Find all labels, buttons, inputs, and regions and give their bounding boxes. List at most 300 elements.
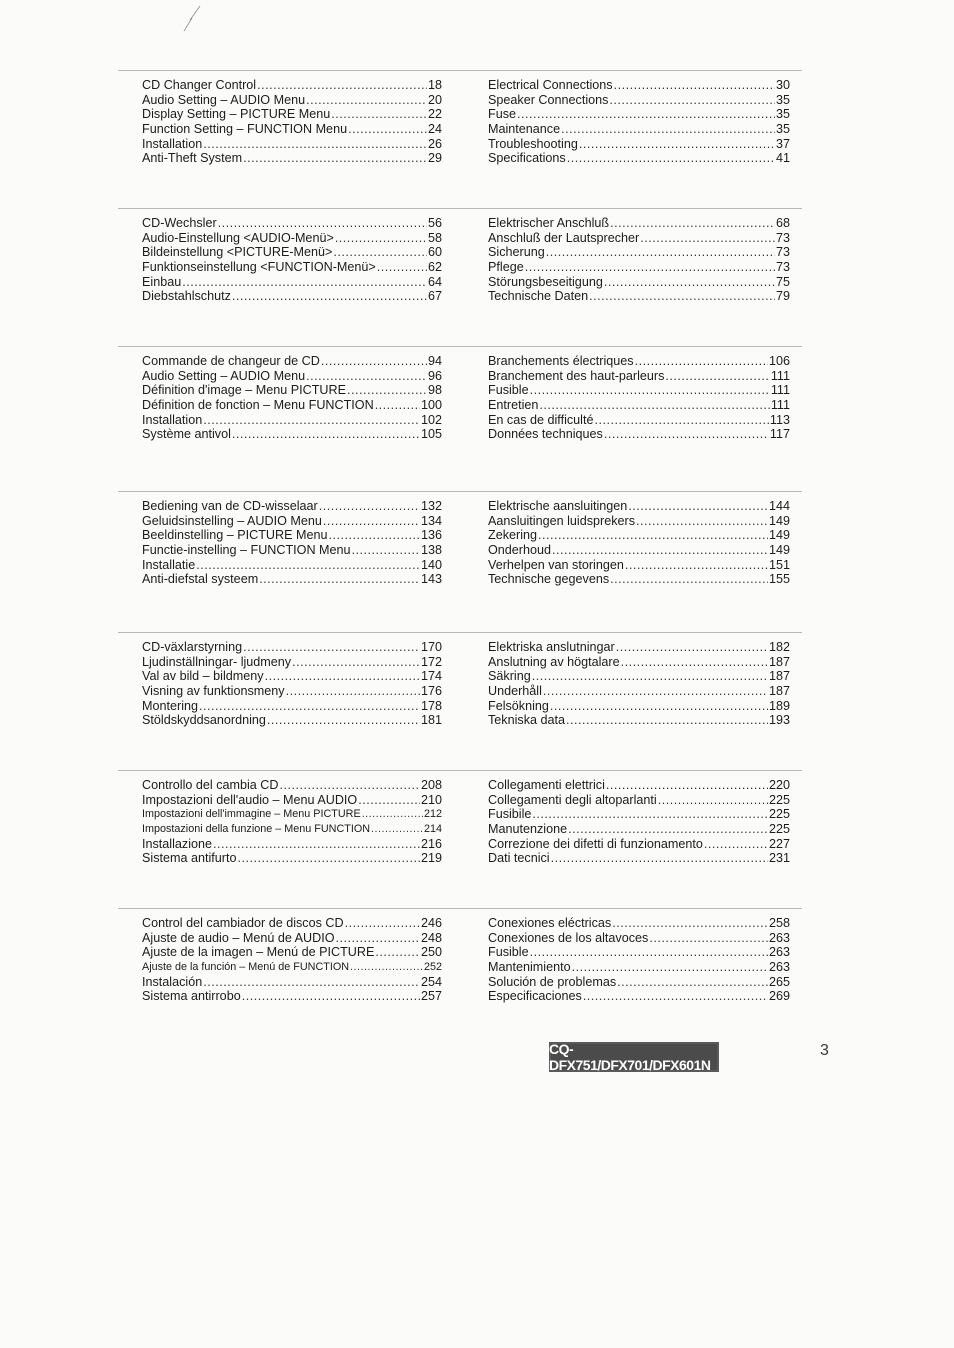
- toc-entry: [488, 122, 790, 137]
- toc-entry: [142, 216, 442, 231]
- toc-entry-title: Beeldinstelling – PICTURE Menu: [142, 528, 328, 543]
- dot-leader: [321, 354, 427, 369]
- toc-entry: [142, 427, 442, 442]
- dot-leader: [232, 427, 420, 442]
- toc-entry-title: En cas de difficulté: [488, 412, 594, 427]
- toc-entry-page: 117: [769, 427, 790, 442]
- toc-entry-page: 208: [420, 778, 442, 792]
- toc-entry-page: 181: [420, 713, 442, 728]
- toc-entry: [488, 807, 790, 822]
- toc-entry-title: Système antivol: [142, 427, 231, 442]
- toc-entry: [142, 931, 442, 946]
- toc-entry-title: Sistema antirrobo: [142, 989, 241, 1004]
- toc-entry-title: Impostazioni dell'audio – Menu AUDIO: [142, 792, 358, 807]
- toc-entry-page: 73: [775, 260, 790, 275]
- toc-entry-title: Manutenzione: [488, 822, 568, 837]
- dot-leader: [561, 122, 775, 137]
- toc-entry-title: Controllo del cambia CD: [142, 778, 279, 792]
- toc-entry-title: Correzione dei difetti di funzionamento: [488, 836, 703, 851]
- toc-entry-title: Audio-Einstellung <AUDIO-Menü>: [142, 230, 334, 245]
- toc-entry: [142, 137, 442, 152]
- dot-leader: [589, 289, 775, 304]
- toc-entry-page: 29: [427, 151, 442, 166]
- toc-entry-title: Fusible: [488, 945, 529, 960]
- toc-entry: [488, 684, 790, 699]
- dot-leader: [265, 669, 420, 684]
- toc-entry-page: 96: [427, 368, 442, 383]
- toc-entry-title: Bildeinstellung <PICTURE-Menü>: [142, 245, 333, 260]
- toc-entry-title: Underhåll: [488, 684, 542, 699]
- toc-entry-title: Säkring: [488, 669, 531, 684]
- dot-leader: [616, 640, 768, 655]
- toc-entry: [488, 413, 790, 428]
- toc-entry-page: 60: [427, 245, 442, 260]
- toc-entry-title: Zekering: [488, 528, 537, 543]
- toc-entry-page: 263: [768, 930, 790, 945]
- toc-column-right: [488, 778, 790, 866]
- toc-entry-page: 111: [770, 398, 790, 413]
- toc-entry-page: 22: [427, 107, 442, 122]
- dot-leader: [348, 122, 427, 137]
- toc-entry-title: Felsökning: [488, 698, 549, 713]
- toc-entry-page: 193: [768, 713, 790, 728]
- toc-entry-page: 214: [423, 823, 442, 836]
- toc-entry-title: Définition de fonction – Menu FUNCTION: [142, 398, 374, 413]
- toc-section: [118, 491, 802, 587]
- toc-entry-page: 64: [427, 274, 442, 289]
- dot-leader: [546, 245, 775, 260]
- toc-entry-page: 100: [420, 398, 442, 413]
- toc-entry-title: Collegamenti degli altoparlanti: [488, 792, 657, 807]
- dot-leader: [267, 713, 420, 728]
- toc-entry-page: 231: [768, 851, 790, 866]
- toc-entry-page: 212: [423, 808, 442, 821]
- toc-entry: [488, 960, 790, 975]
- toc-entry: [142, 572, 442, 587]
- toc-column-left: [142, 354, 442, 442]
- toc-entry-page: 187: [768, 684, 790, 699]
- toc-entry-page: 30: [775, 78, 790, 92]
- toc-entry-page: 269: [768, 989, 790, 1004]
- dot-leader: [333, 245, 427, 260]
- dot-leader: [594, 413, 768, 428]
- toc-column-left: [142, 499, 442, 587]
- toc-entry-page: 58: [427, 230, 442, 245]
- toc-entry-page: 258: [768, 916, 790, 930]
- toc-entry-title: Impostazioni dell'immagine – Menu PICTURE: [142, 808, 361, 821]
- toc-entry-page: 134: [420, 513, 442, 528]
- toc-entry-page: 252: [423, 961, 442, 974]
- toc-entry-page: 94: [427, 354, 442, 368]
- toc-entry: [142, 851, 442, 866]
- toc-entry-title: Ajuste de audio – Menú de AUDIO: [142, 930, 335, 945]
- toc-entry-title: Ajuste de la función – Menú de FUNCTION: [142, 961, 350, 974]
- toc-entry: [142, 778, 442, 793]
- toc-entry-page: 174: [420, 669, 442, 684]
- toc-entry: [142, 837, 442, 852]
- dot-leader: [628, 499, 768, 514]
- dot-leader: [538, 528, 768, 543]
- toc-entry: [142, 275, 442, 290]
- dot-leader: [358, 793, 420, 808]
- toc-entry: [142, 151, 442, 166]
- toc-entry-title: Collegamenti elettrici: [488, 778, 605, 792]
- toc-entry-title: Installation: [142, 412, 203, 427]
- toc-entry-title: Diebstahlschutz: [142, 289, 231, 304]
- toc-entry-page: 35: [775, 107, 790, 122]
- toc-entry: [488, 354, 790, 369]
- dot-leader: [352, 543, 420, 558]
- toc-entry-title: Val av bild – bildmeny: [142, 669, 264, 684]
- toc-entry: [142, 369, 442, 384]
- toc-entry: [142, 93, 442, 108]
- toc-section: [118, 346, 802, 442]
- toc-entry-page: 265: [768, 974, 790, 989]
- toc-entry-title: Function Setting – FUNCTION Menu: [142, 122, 348, 137]
- toc-entry-page: 220: [768, 778, 790, 792]
- dot-leader: [579, 137, 775, 152]
- dot-leader: [350, 960, 423, 975]
- toc-section: [118, 908, 802, 1004]
- toc-entry-title: Control del cambiador de discos CD: [142, 916, 344, 930]
- toc-entry-page: 73: [775, 230, 790, 245]
- dot-leader: [329, 528, 420, 543]
- toc-entry: [142, 231, 442, 246]
- toc-entry-title: Aansluitingen luidsprekers: [488, 513, 636, 528]
- toc-entry: [142, 260, 442, 275]
- toc-entry: [142, 822, 442, 837]
- toc-entry: [488, 916, 790, 931]
- dot-leader: [336, 931, 420, 946]
- dot-leader: [306, 93, 427, 108]
- toc-entry-title: Installazione: [142, 836, 213, 851]
- toc-entry: [488, 558, 790, 573]
- toc-entry: [488, 655, 790, 670]
- toc-entry-title: Display Setting – PICTURE Menu: [142, 107, 331, 122]
- dot-leader: [539, 398, 769, 413]
- toc-entry: [488, 640, 790, 655]
- dot-leader: [331, 107, 427, 122]
- dot-leader: [658, 793, 768, 808]
- toc-entry: [488, 989, 790, 1004]
- toc-entry-title: Conexiones eléctricas: [488, 916, 612, 930]
- toc-entry-page: 98: [427, 383, 442, 398]
- toc-entry-page: 250: [420, 945, 442, 960]
- toc-entry: [488, 572, 790, 587]
- toc-entry-page: 263: [768, 960, 790, 975]
- toc-entry-page: 132: [420, 499, 442, 513]
- dot-leader: [617, 975, 768, 990]
- toc-entry-title: Specifications: [488, 151, 566, 166]
- dot-leader: [345, 916, 420, 931]
- toc-entry-page: 225: [768, 807, 790, 822]
- toc-entry: [142, 684, 442, 699]
- toc-entry-title: Fusible: [488, 383, 529, 398]
- toc-entry-page: 155: [768, 572, 790, 587]
- toc-column-right: [488, 216, 790, 304]
- toc-entry-title: Verhelpen van storingen: [488, 557, 624, 572]
- toc-entry-page: 20: [427, 92, 442, 107]
- toc-entry: [488, 713, 790, 728]
- toc-entry-page: 136: [420, 528, 442, 543]
- dot-leader: [543, 684, 768, 699]
- dot-leader: [704, 837, 768, 852]
- dot-leader: [532, 669, 768, 684]
- toc-entry-title: Electrical Connections: [488, 78, 613, 92]
- toc-entry-page: 111: [770, 383, 790, 398]
- toc-entry: [488, 699, 790, 714]
- dot-leader: [530, 945, 768, 960]
- toc-entry: [142, 713, 442, 728]
- toc-entry: [142, 655, 442, 670]
- dot-leader: [610, 572, 768, 587]
- toc-entry-title: Dati tecnici: [488, 851, 550, 866]
- toc-entry-title: Onderhoud: [488, 543, 552, 558]
- dot-leader: [218, 216, 427, 231]
- toc-entry: [488, 216, 790, 231]
- toc-entry: [142, 78, 442, 93]
- toc-entry: [142, 807, 442, 822]
- toc-entry-page: 79: [775, 289, 790, 304]
- toc-entry: [142, 107, 442, 122]
- toc-entry: [488, 383, 790, 398]
- toc-entry-title: Fuse: [488, 107, 516, 122]
- toc-entry-title: Sicherung: [488, 245, 545, 260]
- toc-entry: [142, 122, 442, 137]
- toc-entry: [488, 93, 790, 108]
- toc-entry: [488, 398, 790, 413]
- toc-entry-page: 149: [768, 543, 790, 558]
- toc-entry-page: 67: [427, 289, 442, 304]
- toc-entry: [142, 669, 442, 684]
- toc-entry-page: 24: [427, 122, 442, 137]
- toc-entry: [488, 669, 790, 684]
- toc-entry-page: 143: [420, 572, 442, 587]
- dot-leader: [636, 514, 768, 529]
- dot-leader: [621, 655, 768, 670]
- toc-column-left: [142, 916, 442, 1004]
- toc-entry-title: Entretien: [488, 398, 539, 413]
- dot-leader: [199, 699, 420, 714]
- toc-column-right: [488, 640, 790, 728]
- toc-entry: [488, 289, 790, 304]
- toc-entry-page: 68: [775, 216, 790, 230]
- toc-entry-title: CD Changer Control: [142, 78, 257, 92]
- toc-entry-page: 257: [420, 989, 442, 1004]
- toc-entry-title: Visning av funktionsmeny: [142, 684, 285, 699]
- toc-entry-title: Audio Setting – AUDIO Menu: [142, 368, 306, 383]
- toc-entry-title: Funktionseinstellung <FUNCTION-Menü>: [142, 260, 376, 275]
- toc-entry-page: 111: [770, 368, 790, 383]
- toc-entry-title: Technische Daten: [488, 289, 589, 304]
- dot-leader: [306, 369, 427, 384]
- toc-entry: [488, 499, 790, 514]
- toc-entry-page: 75: [775, 274, 790, 289]
- dot-leader: [550, 699, 768, 714]
- toc-entry-page: 151: [768, 557, 790, 572]
- toc-entry-title: Conexiones de los altavoces: [488, 930, 649, 945]
- toc-entry-title: Bediening van de CD-wisselaar: [142, 499, 318, 513]
- toc-entry: [142, 413, 442, 428]
- dot-leader: [610, 216, 775, 231]
- toc-entry: [488, 543, 790, 558]
- toc-entry-title: Technische gegevens: [488, 572, 610, 587]
- toc-entry-page: 227: [768, 836, 790, 851]
- toc-entry: [488, 369, 790, 384]
- toc-entry-title: Définition d'image – Menu PICTURE: [142, 383, 346, 398]
- toc-entry-page: 35: [775, 92, 790, 107]
- toc-entry-page: 105: [420, 427, 442, 442]
- toc-entry-page: 176: [420, 684, 442, 699]
- dot-leader: [203, 975, 420, 990]
- dot-leader: [612, 916, 768, 931]
- toc-entry-title: Tekniska data: [488, 713, 566, 728]
- toc-entry-page: 106: [768, 354, 790, 368]
- toc-entry-title: Impostazioni della funzione – Menu FUNCTION: [142, 823, 371, 836]
- toc-entry: [142, 960, 442, 975]
- dot-leader: [243, 151, 427, 166]
- toc-entry: [488, 931, 790, 946]
- toc-entry-page: 18: [427, 78, 442, 92]
- dot-leader: [568, 822, 768, 837]
- toc-entry: [142, 640, 442, 655]
- dot-leader: [532, 807, 768, 822]
- toc-entry: [142, 989, 442, 1004]
- toc-column-left: [142, 778, 442, 866]
- toc-section: [118, 632, 802, 728]
- toc-entry: [488, 837, 790, 852]
- dot-leader: [530, 383, 770, 398]
- toc-entry-title: Ajuste de la imagen – Menú de PICTURE: [142, 945, 375, 960]
- toc-entry-title: CD-växlarstyrning: [142, 640, 243, 654]
- toc-entry-title: Especificaciones: [488, 989, 582, 1004]
- model-number-badge: CQ-DFX751/DFX701/DFX601N: [549, 1042, 719, 1072]
- toc-entry: [488, 822, 790, 837]
- dot-leader: [319, 499, 420, 514]
- toc-entry-page: 138: [420, 543, 442, 558]
- toc-entry: [488, 975, 790, 990]
- toc-column-right: [488, 78, 790, 166]
- toc-entry: [488, 528, 790, 543]
- toc-entry-page: 149: [768, 528, 790, 543]
- toc-entry-title: Commande de changeur de CD: [142, 354, 320, 368]
- toc-entry-page: 102: [420, 412, 442, 427]
- toc-entry-title: Données techniques: [488, 427, 603, 442]
- page-number: 3: [820, 1042, 829, 1059]
- toc-entry-page: 182: [768, 640, 790, 654]
- toc-entry: [142, 945, 442, 960]
- dot-leader: [335, 231, 427, 246]
- toc-entry: [488, 151, 790, 166]
- toc-section: [118, 770, 802, 866]
- dot-leader: [640, 231, 775, 246]
- dot-leader: [259, 572, 420, 587]
- dot-leader: [606, 778, 768, 793]
- toc-entry: [488, 793, 790, 808]
- toc-entry-title: Mantenimiento: [488, 960, 571, 975]
- toc-entry: [142, 383, 442, 398]
- toc-entry-title: Geluidsinstelling – AUDIO Menu: [142, 513, 322, 528]
- toc-entry: [142, 793, 442, 808]
- toc-section: [118, 70, 802, 166]
- toc-entry: [488, 514, 790, 529]
- toc-entry-page: 216: [420, 836, 442, 851]
- dot-leader: [377, 260, 427, 275]
- toc-entry: [488, 107, 790, 122]
- toc-entry: [488, 260, 790, 275]
- toc-entry-title: Speaker Connections: [488, 92, 609, 107]
- toc-entry-title: Anti-Theft System: [142, 151, 243, 166]
- toc-entry-title: Solución de problemas: [488, 974, 617, 989]
- toc-entry-title: Troubleshooting: [488, 136, 578, 151]
- toc-entry-page: 254: [420, 974, 442, 989]
- toc-entry-page: 140: [420, 557, 442, 572]
- toc-entry-title: Anschluß der Lautsprecher: [488, 230, 640, 245]
- dot-leader: [371, 822, 423, 837]
- toc-entry-title: Elektrischer Anschluß: [488, 216, 610, 230]
- toc-entry-title: Installation: [142, 136, 203, 151]
- toc-entry-page: 189: [768, 698, 790, 713]
- toc-entry-title: Störungsbeseitigung: [488, 274, 603, 289]
- toc-entry-title: Maintenance: [488, 122, 561, 137]
- dot-leader: [243, 640, 420, 655]
- toc-entry: [142, 499, 442, 514]
- dot-leader: [203, 413, 420, 428]
- toc-entry-page: 172: [420, 654, 442, 669]
- dot-leader: [286, 684, 420, 699]
- dot-leader: [280, 778, 420, 793]
- toc-entry: [142, 514, 442, 529]
- toc-entry-title: Pflege: [488, 260, 524, 275]
- toc-entry-page: 178: [420, 698, 442, 713]
- toc-entry: [488, 778, 790, 793]
- toc-entry: [488, 275, 790, 290]
- dot-leader: [604, 427, 769, 442]
- toc-column-left: [142, 78, 442, 166]
- toc-entry: [142, 354, 442, 369]
- toc-entry-title: Audio Setting – AUDIO Menu: [142, 92, 306, 107]
- dot-leader: [257, 78, 427, 93]
- toc-entry: [488, 245, 790, 260]
- dot-leader: [375, 945, 420, 960]
- toc-entry: [142, 245, 442, 260]
- dot-leader: [347, 383, 427, 398]
- toc-entry-page: 170: [420, 640, 442, 654]
- dot-leader: [609, 93, 775, 108]
- toc-entry: [142, 916, 442, 931]
- toc-column-right: [488, 916, 790, 1004]
- dot-leader: [203, 137, 427, 152]
- toc-entry-title: Elektriska anslutningar: [488, 640, 615, 654]
- dot-leader: [323, 514, 420, 529]
- toc-column-right: [488, 354, 790, 442]
- dot-leader: [196, 558, 420, 573]
- toc-entry-page: 41: [775, 151, 790, 166]
- toc-entry-page: 187: [768, 654, 790, 669]
- dot-leader: [614, 78, 775, 93]
- toc-entry-page: 26: [427, 136, 442, 151]
- toc-entry: [142, 289, 442, 304]
- toc-entry-title: Installatie: [142, 557, 196, 572]
- toc-entry-title: Functie-instelling – FUNCTION Menu: [142, 543, 351, 558]
- toc-entry-title: Anslutning av högtalare: [488, 654, 620, 669]
- dot-leader: [182, 275, 427, 290]
- dot-leader: [649, 931, 768, 946]
- dot-leader: [665, 369, 769, 384]
- dot-leader: [552, 543, 768, 558]
- toc-entry-title: CD-Wechsler: [142, 216, 217, 230]
- toc-entry: [142, 975, 442, 990]
